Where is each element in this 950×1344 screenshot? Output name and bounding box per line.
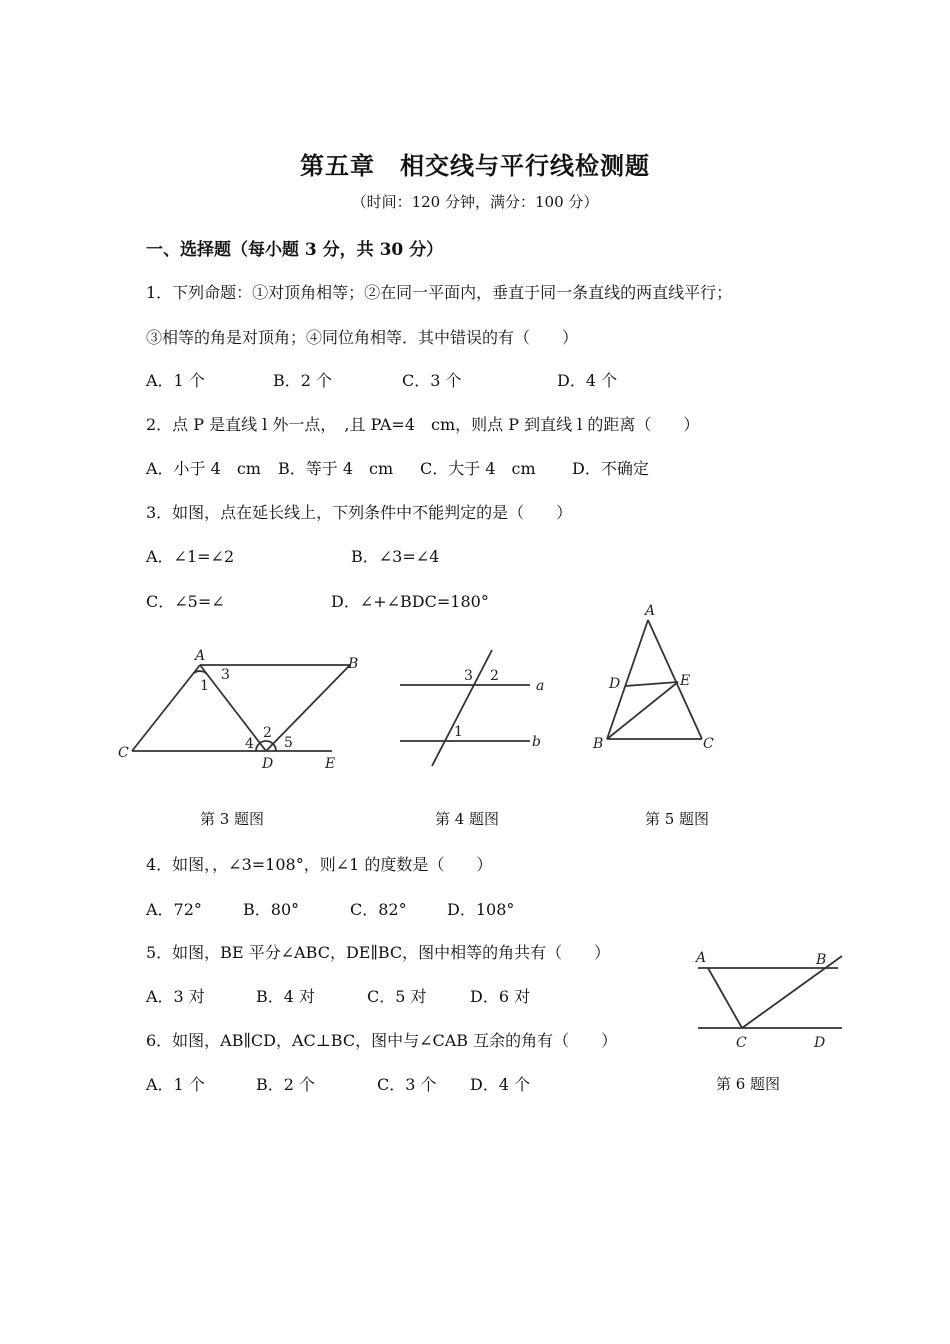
- fig4-label-a: a: [536, 678, 545, 694]
- fig3-label-d: D: [262, 756, 274, 772]
- figure-4-diagram: [390, 640, 560, 770]
- fig3-label-a: A: [195, 648, 206, 664]
- fig6-label-a: A: [696, 950, 707, 966]
- fig3-label-c: C: [118, 745, 129, 761]
- question-6-line-1: 6．如图，AB∥CD，AC⊥BC，图中与∠CAB 互余的角有（ ）: [146, 1031, 618, 1050]
- q2-option-b: B．等于 4 cm: [278, 459, 394, 478]
- q5-option-b: B．4 对: [256, 987, 316, 1006]
- q3-option-c: C．∠5=∠: [146, 592, 225, 611]
- question-2-line-1: 2．点 P 是直线 l 外一点， ,且 PA=4 cm，则点 P 到直线 l 的距离（ ）: [146, 415, 700, 434]
- question-1-line-1: 1．下列命题：①对顶角相等；②在同一平面内，垂直于同一条直线的两直线平行；: [146, 283, 733, 302]
- figure-5-caption: 第 5 题图: [644, 810, 710, 828]
- q4-option-b: B．80°: [243, 900, 300, 919]
- question-1-line-2: ③相等的角是对顶角；④同位角相等．其中错误的有（ ）: [146, 328, 579, 347]
- fig5-label-e: E: [680, 673, 691, 689]
- fig3-angle-1: 1: [200, 678, 209, 694]
- fig6-label-b: B: [816, 952, 827, 968]
- figure-6-diagram: [690, 940, 850, 1055]
- fig4-label-b: b: [532, 734, 541, 750]
- question-3-line-1: 3．如图，点在延长线上，下列条件中不能判定的是（ ）: [146, 503, 573, 522]
- figure-3-caption: 第 3 题图: [199, 810, 265, 828]
- q6-option-b: B．2 个: [256, 1075, 316, 1094]
- q1-option-a: A．1 个: [146, 371, 205, 390]
- fig4-angle-1: 1: [454, 724, 463, 740]
- exam-subtitle: （时间：120 分钟，满分：100 分）: [351, 193, 599, 211]
- q6-option-a: A．1 个: [146, 1075, 205, 1094]
- q4-option-d: D．108°: [447, 900, 515, 919]
- q3-option-d: D．∠+∠BDC=180°: [331, 592, 489, 611]
- fig3-angle-5: 5: [284, 735, 293, 751]
- fig3-angle-2: 2: [263, 725, 272, 741]
- fig3-label-b: B: [348, 656, 359, 672]
- q2-option-d: D．不确定: [572, 459, 649, 478]
- q4-option-c: C．82°: [350, 900, 407, 919]
- q6-option-d: D．4 个: [470, 1075, 531, 1094]
- q5-option-c: C．5 对: [367, 987, 427, 1006]
- fig5-label-b: B: [593, 736, 604, 752]
- section-heading: 一、选择题（每小题 3 分，共 30 分）: [146, 240, 444, 260]
- fig6-label-c: C: [736, 1035, 747, 1051]
- fig3-label-e: E: [325, 756, 336, 772]
- q1-option-b: B．2 个: [273, 371, 333, 390]
- fig4-angle-3: 3: [464, 668, 473, 684]
- q1-option-c: C．3 个: [402, 371, 462, 390]
- figure-4-caption: 第 4 题图: [434, 810, 500, 828]
- page-title: 第五章 相交线与平行线检测题: [300, 151, 650, 180]
- q3-option-a: A．∠1=∠2: [146, 547, 235, 566]
- fig4-angle-2: 2: [490, 668, 499, 684]
- fig6-label-d: D: [814, 1035, 826, 1051]
- fig3-angle-4: 4: [245, 736, 254, 752]
- question-5-line-1: 5．如图，BE 平分∠ABC，DE∥BC，图中相等的角共有（ ）: [146, 943, 611, 962]
- question-4-line-1: 4．如图，，∠3=108°，则∠1 的度数是（ ）: [146, 855, 493, 874]
- q5-option-d: D．6 对: [470, 987, 531, 1006]
- fig5-label-a: A: [645, 603, 656, 619]
- q3-option-b: B．∠3=∠4: [351, 547, 440, 566]
- figure-5-diagram: [585, 600, 725, 760]
- q1-option-d: D．4 个: [557, 371, 618, 390]
- fig5-label-c: C: [703, 736, 714, 752]
- q2-option-c: C．大于 4 cm: [420, 459, 536, 478]
- q5-option-a: A．3 对: [146, 987, 205, 1006]
- q4-option-a: A．72°: [146, 900, 202, 919]
- fig5-label-d: D: [609, 676, 621, 692]
- q2-option-a: A．小于 4 cm: [146, 459, 261, 478]
- fig3-angle-3: 3: [221, 667, 230, 683]
- q6-option-c: C．3 个: [377, 1075, 437, 1094]
- figure-6-caption: 第 6 题图: [715, 1075, 781, 1093]
- figure-3-diagram: [110, 640, 370, 780]
